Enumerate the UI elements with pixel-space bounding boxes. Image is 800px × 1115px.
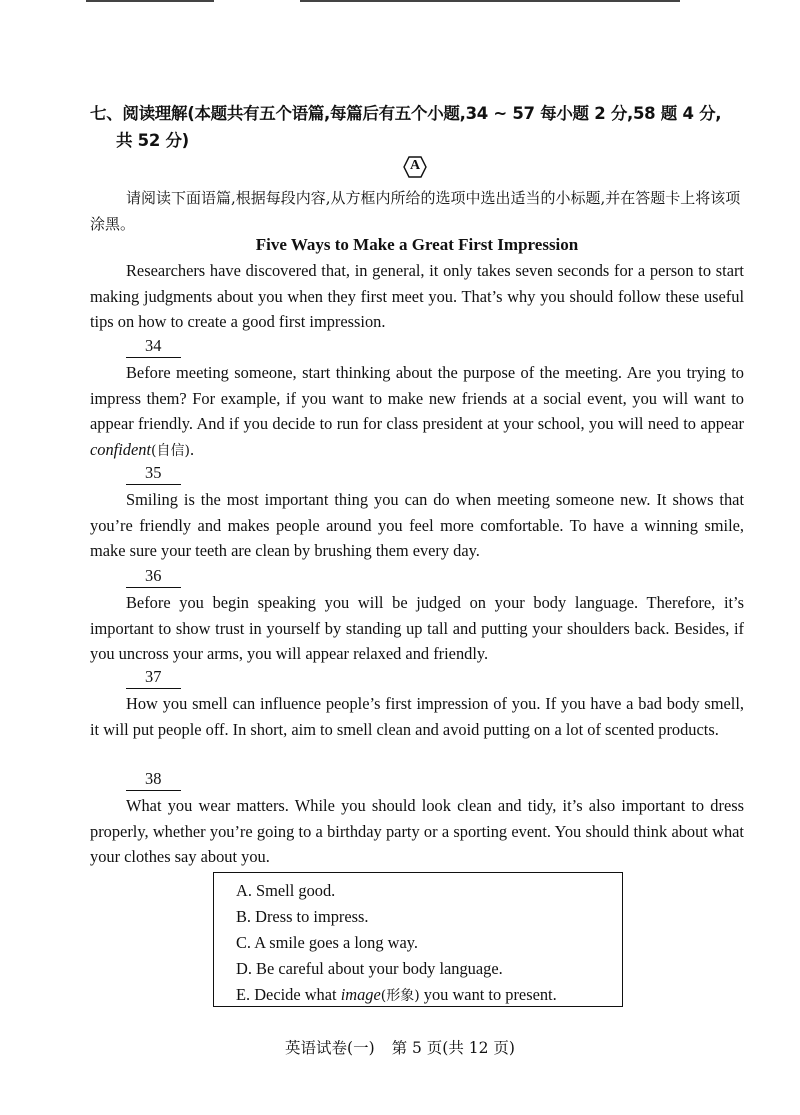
option-b: B. Dress to impress.	[236, 907, 369, 926]
options-box	[213, 872, 623, 1007]
option-e-end: you want to present.	[419, 985, 557, 1004]
paragraph-36: Before you begin speaking you will be judged on your body language. Therefore, it’s important to show trust in yourself by standing up tall and putting your shoulders back. Besides, if you uncross your arms, you will appear relaxed and friendly.	[90, 593, 744, 664]
option-e	[236, 982, 622, 1009]
footer-page-number: 第 5 页(共 12 页)	[391, 1039, 515, 1057]
top-rule-left	[86, 0, 214, 2]
option-e-italic: image	[340, 985, 381, 1004]
passage-label	[403, 156, 427, 178]
blank-36: 36	[126, 565, 181, 588]
passage-letter: A	[409, 158, 421, 173]
instructions: 请阅读下面语篇,根据每段内容,从方框内所给的选项中选出适当的小标题,并在答题卡上将该项涂黑。	[90, 189, 741, 233]
intro-paragraph: Researchers have discovered that, in general, it only takes seven seconds for a person to start making judgments about you when they first meet you. That’s why you should follow these useful tips on how to create a good first impression.	[90, 261, 744, 332]
blank-37: 37	[126, 666, 181, 689]
option-e-text: E. Decide what	[236, 985, 341, 1004]
passage-title: Five Ways to Make a Great First Impression	[255, 235, 579, 254]
top-rule-right	[300, 0, 680, 2]
blank-35: 35	[126, 462, 181, 485]
paragraph-34-italic: confident	[90, 439, 151, 459]
option-e-gloss: (形象)	[380, 988, 420, 1004]
paragraph-34	[90, 360, 744, 464]
paragraph-34-gloss: (自信)	[151, 442, 190, 459]
section-heading	[90, 100, 750, 154]
page-footer	[0, 1036, 800, 1060]
option-c: C. A smile goes a long way.	[236, 933, 418, 952]
option-d: D. Be careful about your body language.	[236, 959, 503, 978]
footer-subject: 英语试卷(一)	[285, 1039, 375, 1057]
blank-34: 34	[126, 335, 181, 358]
section-heading-line1: 七、阅读理解(本题共有五个语篇,每篇后有五个小题,34 ~ 57 每小题 2 分,58 题 4 分,	[90, 104, 722, 123]
paragraph-37: How you smell can influence people’s first impression of you. If you have a bad body smell, it will put people off. In short, aim to smell clean and avoid putting on a lot of scented products.	[90, 694, 744, 739]
blank-38: 38	[126, 768, 181, 791]
paragraph-38: What you wear matters. While you should look clean and tidy, it’s also important to dress properly, whether you’re going to a birthday party or a sporting event. You should think about what your clothes say about you.	[90, 796, 744, 867]
paragraph-35: Smiling is the most important thing you can do when meeting someone new. It shows that you’re friendly and makes people around you feel more comfortable. To have a winning smile, make sure your teeth are clean by brushing them every day.	[90, 490, 744, 561]
section-heading-line2: 共 52 分)	[116, 131, 189, 150]
paragraph-34-text: Before meeting someone, start thinking about the purpose of the meeting. Are you trying to impress them? For example, if you want to make new friends at a social event, you will want to appear friendly. And if you decide to run for class president at your school, you will need to appear	[90, 363, 744, 434]
paragraph-34-end: .	[189, 439, 195, 459]
option-a: A. Smell good.	[236, 881, 336, 900]
